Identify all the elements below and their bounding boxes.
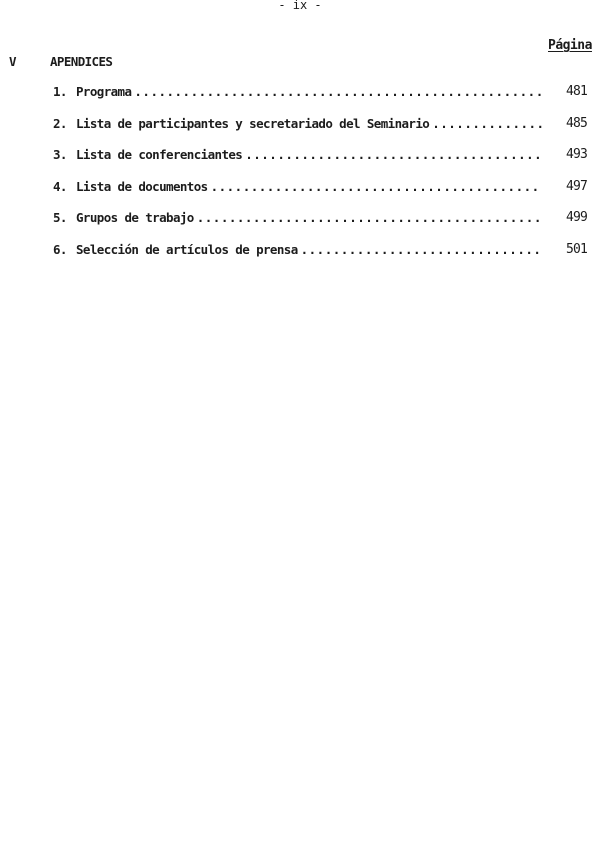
toc-entry-line <box>76 84 542 99</box>
page-column-header: Página <box>548 38 592 53</box>
toc-entry-line <box>76 147 542 162</box>
toc-entry <box>0 179 600 211</box>
section-roman-numeral: V <box>9 54 16 69</box>
toc-entry-title: Grupos de trabajo <box>76 210 194 225</box>
toc-entry-number: 6. <box>53 241 67 257</box>
toc-entry <box>0 147 600 179</box>
toc-entry-page: 497 <box>566 178 588 194</box>
toc-entry-number: 4. <box>53 178 67 194</box>
page-number: - ix - <box>278 0 322 12</box>
dot-leader <box>301 242 542 257</box>
dot-leader <box>211 179 542 194</box>
toc-entry-line <box>76 116 542 131</box>
toc-entry-page: 493 <box>566 147 588 162</box>
toc-entry <box>0 116 600 148</box>
toc-entry-line <box>76 179 542 194</box>
toc-entry-title: Lista de conferenciantes <box>76 147 243 162</box>
toc-entry-page: 499 <box>566 210 588 225</box>
dot-leader <box>245 147 542 162</box>
toc-entry-title: Lista de participantes y secretariado del Seminario <box>76 115 430 131</box>
toc-entry-line <box>76 210 542 225</box>
toc-entry-number: 5. <box>53 210 67 225</box>
section-title: APENDICES <box>50 54 113 69</box>
toc-entry-line <box>76 242 542 257</box>
toc-entry-number: 1. <box>53 84 67 99</box>
toc-entry-title: Lista de documentos <box>76 178 208 194</box>
toc-entry-page: 481 <box>566 84 588 99</box>
toc-entry-number: 3. <box>53 147 67 162</box>
toc-entry <box>0 210 600 242</box>
dot-leader <box>432 116 542 131</box>
toc-entry <box>0 84 600 116</box>
toc-entry-number: 2. <box>53 115 67 131</box>
toc-list <box>0 84 600 273</box>
dot-leader <box>134 84 542 99</box>
toc-entry-page: 485 <box>566 115 588 131</box>
toc-entry-title: Selección de artículos de prensa <box>76 241 298 257</box>
toc-entry-title: Programa <box>76 84 132 99</box>
dot-leader <box>197 210 542 225</box>
toc-entry-page: 501 <box>566 241 588 257</box>
toc-entry <box>0 242 600 274</box>
